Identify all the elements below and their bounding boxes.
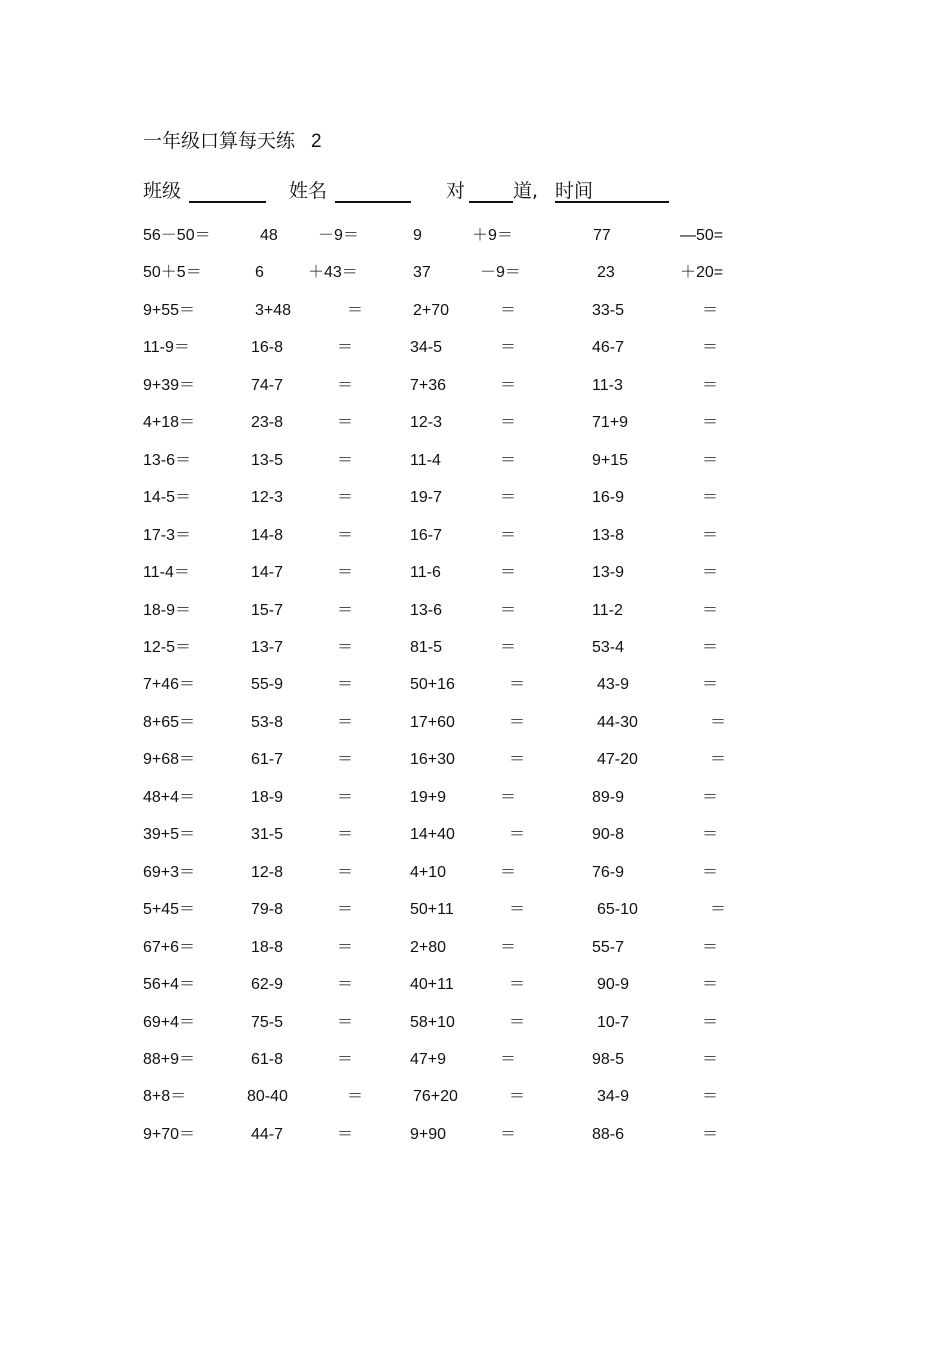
- problem-b: 55-9: [251, 676, 284, 694]
- problem-d: 65-10: [597, 901, 638, 919]
- equals-d: ＝: [702, 826, 719, 844]
- equals-b: ＝: [347, 1088, 364, 1106]
- problem-a: 17-3＝: [143, 526, 192, 544]
- problem-b: 62-9: [251, 976, 284, 993]
- problem-d: 71+9: [592, 414, 629, 432]
- problem-a: 13-6＝: [143, 451, 192, 469]
- equals-c: ＝: [500, 601, 517, 619]
- title-text: 一年级口算每天练: [143, 130, 296, 152]
- equals-d: ＝: [702, 451, 719, 469]
- equals-c: ＝: [509, 1088, 526, 1106]
- equals-d: ＝: [702, 564, 719, 581]
- equals-c: ＝: [500, 564, 517, 581]
- equals-c: ＝: [500, 339, 517, 357]
- name-label: 姓名: [289, 180, 328, 202]
- equals-d: ＝: [710, 751, 727, 769]
- problem-d: 55-7: [592, 938, 625, 956]
- problem-d: 9+15: [592, 451, 629, 469]
- problem-d: 44-30: [597, 713, 638, 731]
- problem-c: 50+11: [410, 901, 454, 919]
- problem-d: 43-9: [597, 676, 630, 694]
- problem-b: 18-8: [251, 938, 284, 956]
- problem-c: 34-5: [410, 339, 443, 357]
- problem-b: 3+48: [255, 301, 292, 319]
- problem-c: 16+30: [410, 751, 455, 769]
- equals-c: ＝: [500, 451, 517, 469]
- problem-d: 13-9: [592, 564, 625, 581]
- problem-c: 19-7: [410, 489, 443, 507]
- equals-c: ＝: [500, 788, 517, 806]
- equals-d: ＝: [702, 639, 719, 656]
- equals-c: ＝: [509, 826, 526, 844]
- problem-b: 79-8: [251, 901, 284, 919]
- problem-c: 17+60: [410, 713, 455, 731]
- equals-d: ＝: [702, 938, 719, 956]
- problem-a: 12-5＝: [143, 639, 192, 656]
- equals-c: ＝: [500, 301, 517, 319]
- equals-b: ＝: [337, 676, 354, 694]
- equals-c: ＝: [500, 639, 517, 656]
- problem-b: 13-7: [251, 639, 284, 656]
- equals-b: ＝: [337, 601, 354, 619]
- equals-d: ＝: [702, 1088, 719, 1106]
- equals-c: ＝: [509, 976, 526, 993]
- problem-a: 88+9＝: [143, 1050, 196, 1068]
- equals-b: ＝: [347, 301, 364, 319]
- title-number: 2: [311, 131, 322, 152]
- problem-b: 61-7: [251, 751, 284, 769]
- equals-b: ＝: [337, 713, 354, 731]
- problem-a: 8+8＝: [143, 1088, 187, 1106]
- equals-d: ＝: [702, 526, 719, 544]
- problem-a: 9+55＝: [143, 301, 196, 319]
- problem-d: 88-6: [592, 1125, 625, 1143]
- equals-c: ＝: [500, 1050, 517, 1068]
- problem-d: 77: [593, 227, 611, 244]
- equals-b: ＝: [337, 1050, 354, 1068]
- problem-a: 56－50＝: [143, 227, 211, 244]
- problem-a: 8+65＝: [143, 713, 196, 731]
- equals-d: ＝: [702, 1050, 719, 1068]
- problem-c: 81-5: [410, 639, 443, 656]
- time-label: 时间: [555, 180, 594, 202]
- problem-d: 10-7: [597, 1013, 630, 1031]
- problem-a: 48+4＝: [143, 788, 196, 806]
- equals-b: ＝: [337, 938, 354, 956]
- problem-d: 47-20: [597, 751, 638, 769]
- equals-c: ＝: [500, 414, 517, 432]
- problem-a: 9+68＝: [143, 751, 196, 769]
- problem-c: 76+20: [413, 1088, 458, 1106]
- problem-c: 16-7: [410, 526, 443, 544]
- problem-c: 11-4: [410, 451, 441, 469]
- problem-d: 98-5: [592, 1050, 625, 1068]
- problem-a: 69+4＝: [143, 1013, 196, 1031]
- problem-a: 7+46＝: [143, 676, 196, 694]
- problem-c: 40+11: [410, 976, 454, 993]
- problem-d: 11-2: [592, 601, 623, 619]
- problem-b: 61-8: [251, 1050, 284, 1068]
- problem-a: 9+39＝: [143, 376, 196, 394]
- correct-count-blank[interactable]: [469, 201, 513, 203]
- equals-b: ＝: [337, 639, 354, 656]
- problem-b: 14-7: [251, 564, 284, 581]
- problem-c: 13-6: [410, 601, 443, 619]
- equals-c: ＝: [500, 863, 517, 881]
- problem-b: 31-5: [251, 826, 284, 844]
- problem-d: 46-7: [592, 339, 625, 357]
- problem-d: 90-8: [592, 826, 625, 844]
- problem-b: 18-9: [251, 788, 284, 806]
- equals-d: ＝: [702, 489, 719, 507]
- equals-d: ＝: [702, 339, 719, 357]
- equals-d: ＝: [702, 1013, 719, 1031]
- problem-c: 4+10: [410, 863, 447, 881]
- equals-c: ＝: [500, 376, 517, 394]
- equals-c: ＝: [500, 1125, 517, 1143]
- problem-d: 16-9: [592, 489, 625, 507]
- problem-d: 90-9: [597, 976, 630, 993]
- problem-c: 7+36: [410, 376, 447, 394]
- equals-b: ＝: [337, 564, 354, 581]
- problem-d: 76-9: [592, 863, 625, 881]
- problem-c: 9: [413, 227, 422, 244]
- problem-b: 44-7: [251, 1125, 284, 1143]
- equals-b: ＝: [337, 376, 354, 394]
- problem-a: 5+45＝: [143, 901, 196, 919]
- problem-a: 69+3＝: [143, 863, 196, 881]
- equals-c: ＝: [509, 713, 526, 731]
- problem-a: 4+18＝: [143, 414, 196, 432]
- equals-b: ＝: [337, 901, 354, 919]
- problem-b: 6: [255, 264, 264, 282]
- equals-d: ＝: [702, 301, 719, 319]
- problem-b: 23-8: [251, 414, 284, 432]
- equals-d: ＝: [702, 676, 719, 694]
- problem-d: 11-3: [592, 376, 623, 394]
- equals-d: ＝: [710, 901, 727, 919]
- problem-a: 18-9＝: [143, 601, 192, 619]
- problem-b: 16-8: [251, 339, 284, 357]
- equals-b: ＝: [337, 451, 354, 469]
- problem-c: 2+80: [410, 938, 447, 956]
- class-blank[interactable]: [189, 201, 266, 203]
- name-blank[interactable]: [335, 201, 411, 203]
- problem-c: 19+9: [410, 788, 447, 806]
- problem-a: 9+70＝: [143, 1125, 196, 1143]
- problem-a: 56+4＝: [143, 976, 196, 993]
- equals-b: ＝: [337, 526, 354, 544]
- problem-c: 14+40: [410, 826, 455, 844]
- equals-d: ＝: [702, 601, 719, 619]
- equals-b: －9＝: [318, 227, 359, 244]
- problem-a: 67+6＝: [143, 938, 196, 956]
- equals-d: ＝: [702, 788, 719, 806]
- problem-b: 14-8: [251, 526, 284, 544]
- problem-b: 13-5: [251, 451, 284, 469]
- problem-c: 9+90: [410, 1125, 447, 1143]
- problem-d: 89-9: [592, 788, 625, 806]
- problem-b: 12-3: [251, 489, 284, 507]
- problem-b: 15-7: [251, 601, 284, 619]
- correct-label: 对: [446, 180, 466, 202]
- problem-c: 11-6: [410, 564, 441, 581]
- equals-c: ＝: [500, 938, 517, 956]
- class-label: 班级: [143, 180, 182, 202]
- problem-c: 50+16: [410, 676, 455, 694]
- problem-d: 23: [597, 264, 615, 282]
- problem-c: 58+10: [410, 1013, 455, 1031]
- problem-b: 75-5: [251, 1013, 284, 1031]
- equals-d: ＋20=: [680, 264, 724, 282]
- equals-c: ＝: [500, 489, 517, 507]
- equals-d: ＝: [702, 863, 719, 881]
- equals-d: —50=: [680, 227, 724, 244]
- time-blank[interactable]: [555, 201, 669, 203]
- equals-b: ＝: [337, 788, 354, 806]
- equals-b: ＝: [337, 489, 354, 507]
- equals-c: ＝: [500, 526, 517, 544]
- equals-c: ＋9＝: [472, 227, 513, 244]
- problem-b: 53-8: [251, 713, 284, 731]
- equals-b: ＝: [337, 976, 354, 993]
- equals-d: ＝: [710, 713, 727, 731]
- equals-b: ＝: [337, 751, 354, 769]
- problem-d: 13-8: [592, 526, 625, 544]
- equals-d: ＝: [702, 976, 719, 993]
- equals-c: ＝: [509, 676, 526, 694]
- problem-a: 14-5＝: [143, 489, 192, 507]
- equals-b: ＝: [337, 826, 354, 844]
- problem-b: 12-8: [251, 863, 284, 881]
- problem-a: 11-9＝: [143, 339, 190, 357]
- equals-c: ＝: [509, 751, 526, 769]
- problem-a: 39+5＝: [143, 826, 196, 844]
- problem-c: 2+70: [413, 301, 450, 319]
- equals-b: ＝: [337, 339, 354, 357]
- equals-b: ＋43＝: [308, 264, 358, 282]
- equals-b: ＝: [337, 863, 354, 881]
- equals-d: ＝: [702, 1125, 719, 1143]
- equals-c: －9＝: [480, 264, 521, 282]
- problem-c: 37: [413, 264, 431, 282]
- questions-label: 道,: [513, 180, 539, 202]
- problem-c: 47+9: [410, 1050, 447, 1068]
- problem-c: 12-3: [410, 414, 443, 432]
- problem-b: 80-40: [247, 1088, 288, 1106]
- problem-b: 74-7: [251, 376, 284, 394]
- equals-d: ＝: [702, 414, 719, 432]
- problem-d: 33-5: [592, 301, 625, 319]
- equals-b: ＝: [337, 414, 354, 432]
- equals-d: ＝: [702, 376, 719, 394]
- problem-b: 48: [260, 227, 278, 244]
- equals-c: ＝: [509, 901, 526, 919]
- equals-b: ＝: [337, 1013, 354, 1031]
- worksheet-title: [143, 128, 322, 155]
- problem-d: 53-4: [592, 639, 625, 656]
- equals-b: ＝: [337, 1125, 354, 1143]
- problem-d: 34-9: [597, 1088, 630, 1106]
- problem-a: 50＋5＝: [143, 264, 202, 282]
- equals-c: ＝: [509, 1013, 526, 1031]
- problem-a: 11-4＝: [143, 564, 190, 581]
